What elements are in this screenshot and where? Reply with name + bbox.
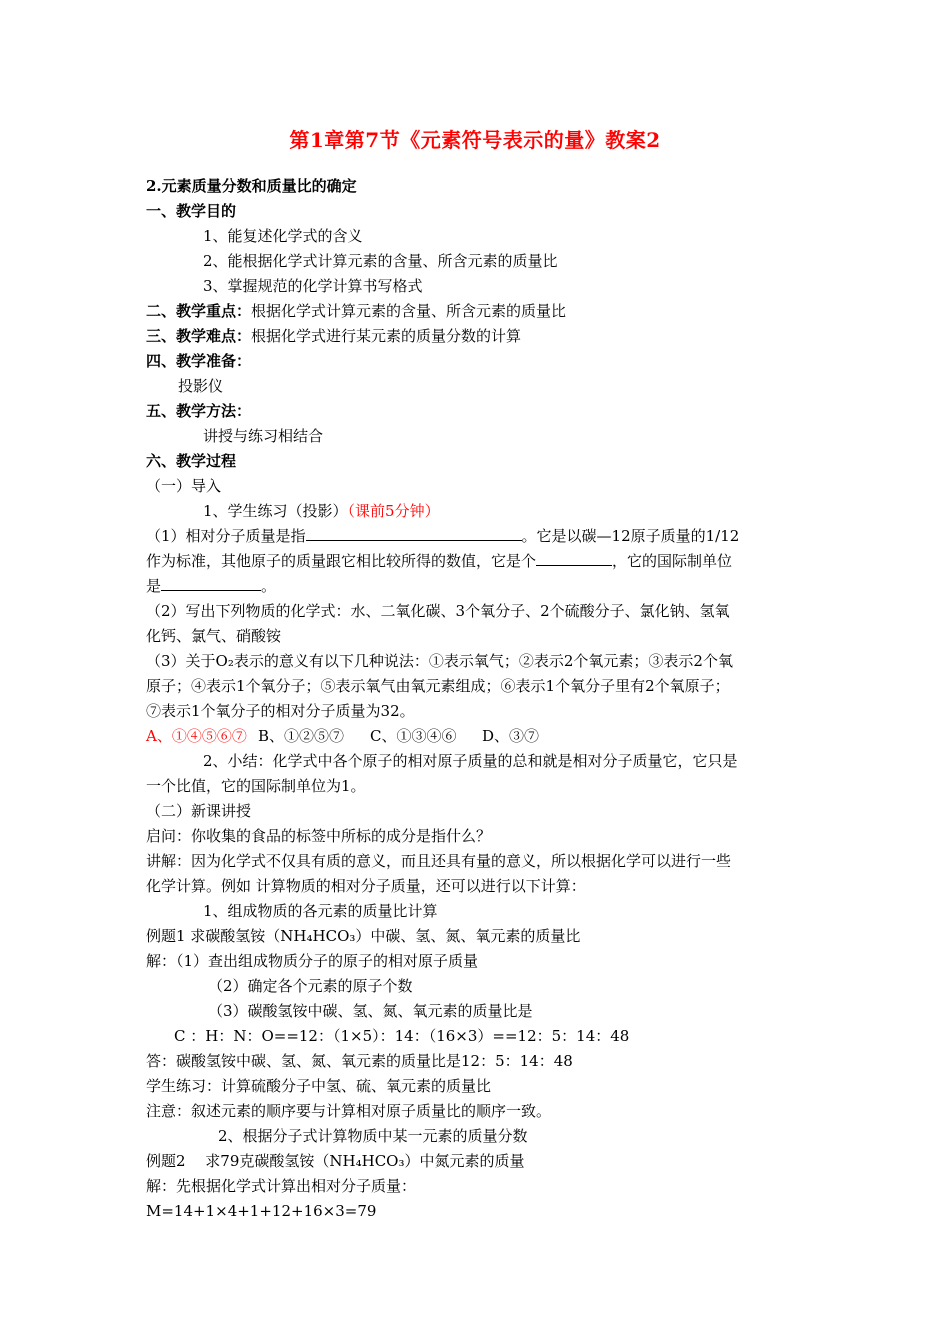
- solution-1-line: （2）确定各个元素的原子个数: [208, 977, 413, 995]
- answer-options: [146, 726, 594, 746]
- solution-2: 解：先根据化学式计算出相对分子质量：: [146, 1177, 417, 1195]
- difficulty: [146, 326, 521, 346]
- question-text: 是: [146, 577, 162, 595]
- option-c: C、①③④⑥: [370, 727, 457, 745]
- question-1-line: [146, 551, 732, 571]
- option-d: D、③⑦: [482, 727, 540, 745]
- answer-blank: [306, 526, 522, 541]
- option-b: B、①②⑤⑦: [258, 727, 345, 745]
- answer-1: 答：碳酸氢铵中碳、氢、氮、氧元素的质量比是12：5：14：48: [146, 1052, 573, 1070]
- difficulty-heading: 三、教学难点：: [146, 327, 252, 345]
- solution-1-line: （3）碳酸氢铵中碳、氢、氮、氧元素的质量比是: [208, 1002, 533, 1020]
- lecture-line: 化学计算。例如 计算物质的相对分子质量，还可以进行以下计算：: [146, 877, 586, 895]
- document-title: 第1章第7节《元素符号表示的量》教案2: [289, 128, 661, 152]
- question-prompt: 启问：你收集的食品的标签中所标的成分是指什么？: [146, 827, 492, 845]
- calc-2-title: 2、根据分子式计算物质中某一元素的质量分数: [218, 1127, 528, 1145]
- question-text: （1）相对分子质量是指: [146, 527, 306, 545]
- question-1-line: [146, 576, 276, 596]
- question-1-line: [146, 526, 739, 546]
- process-heading: 六、教学过程: [146, 452, 237, 470]
- question-2-line: 化钙、氯气、硝酸铵: [146, 627, 282, 645]
- example-2: 例题2 求79克碳酸氢铵（NH₄HCO₃）中氮元素的质量: [146, 1152, 525, 1170]
- new-lesson-label: （二）新课讲授: [146, 802, 252, 820]
- option-a: A、①④⑤⑥⑦: [146, 727, 247, 745]
- question-text: 。: [261, 577, 277, 595]
- intro-label: （一）导入: [146, 477, 222, 495]
- practice-note: （课前5分钟）: [347, 502, 440, 520]
- question-3-line: （3）关于O₂表示的意义有以下几种说法：①表示氧气；②表示2个氧元素；③表示2个氧: [146, 652, 733, 670]
- answer-blank: [536, 551, 612, 566]
- key-point-heading: 二、教学重点：: [146, 302, 252, 320]
- objective-item: 2、能根据化学式计算元素的含量、所含元素的质量比: [203, 252, 558, 270]
- note: 注意：叙述元素的顺序要与计算相对原子质量比的顺序一致。: [146, 1102, 552, 1120]
- solution-1-ratio: C ：H：N：O==12：（1×5）：14：（16×3）==12：5：14：48: [174, 1027, 630, 1045]
- objective-item: 1、能复述化学式的含义: [203, 227, 363, 245]
- objective-item: 3、掌握规范的化学计算书写格式: [203, 277, 423, 295]
- summary-line: 一个比值，它的国际制单位为1。: [146, 777, 366, 795]
- method-text: 讲授与练习相结合: [203, 427, 324, 445]
- formula: M=14+1×4+1+12+16×3=79: [146, 1202, 377, 1220]
- question-text: 。它是以碳—12原子质量的1/12: [521, 527, 740, 545]
- question-text: 作为标准，其他原子的质量跟它相比较所得的数值，它是个: [146, 552, 537, 570]
- question-3-line: 原子；④表示1个氧分子；⑤表示氧气由氧元素组成；⑥表示1个氧分子里有2个氧原子；: [146, 677, 730, 695]
- practice-line: [203, 501, 440, 521]
- section-heading: 2.元素质量分数和质量比的确定: [146, 177, 357, 195]
- lecture-line: 讲解：因为化学式不仅具有质的意义，而且还具有量的意义，所以根据化学可以进行一些: [146, 852, 732, 870]
- calc-1-title: 1、组成物质的各元素的质量比计算: [203, 902, 438, 920]
- question-3-line: ⑦表示1个氧分子的相对分子质量为32。: [146, 702, 415, 720]
- question-text: ，它的国际制单位: [612, 552, 733, 570]
- method-heading: 五、教学方法：: [146, 402, 252, 420]
- student-practice: 学生练习：计算硫酸分子中氢、硫、氧元素的质量比: [146, 1077, 492, 1095]
- question-2-line: （2）写出下列物质的化学式：水、二氧化碳、3个氧分子、2个硫酸分子、氯化钠、氢氧: [146, 602, 730, 620]
- preparation-text: 投影仪: [178, 377, 224, 395]
- summary-line: 2、小结：化学式中各个原子的相对原子质量的总和就是相对分子质量它，它只是: [203, 752, 738, 770]
- answer-blank: [161, 576, 261, 591]
- objectives-heading: 一、教学目的: [146, 202, 237, 220]
- difficulty-text: 根据化学式进行某元素的质量分数的计算: [251, 327, 522, 345]
- solution-1-line: 解：（1）查出组成物质分子的原子的相对原子质量: [146, 952, 479, 970]
- preparation-heading: 四、教学准备：: [146, 352, 252, 370]
- key-point: [146, 301, 566, 321]
- key-point-text: 根据化学式计算元素的含量、所含元素的质量比: [251, 302, 567, 320]
- practice-label: 1、学生练习（投影）: [203, 502, 348, 520]
- example-1: 例题1 求碳酸氢铵（NH₄HCO₃）中碳、氢、氮、氧元素的质量比: [146, 927, 581, 945]
